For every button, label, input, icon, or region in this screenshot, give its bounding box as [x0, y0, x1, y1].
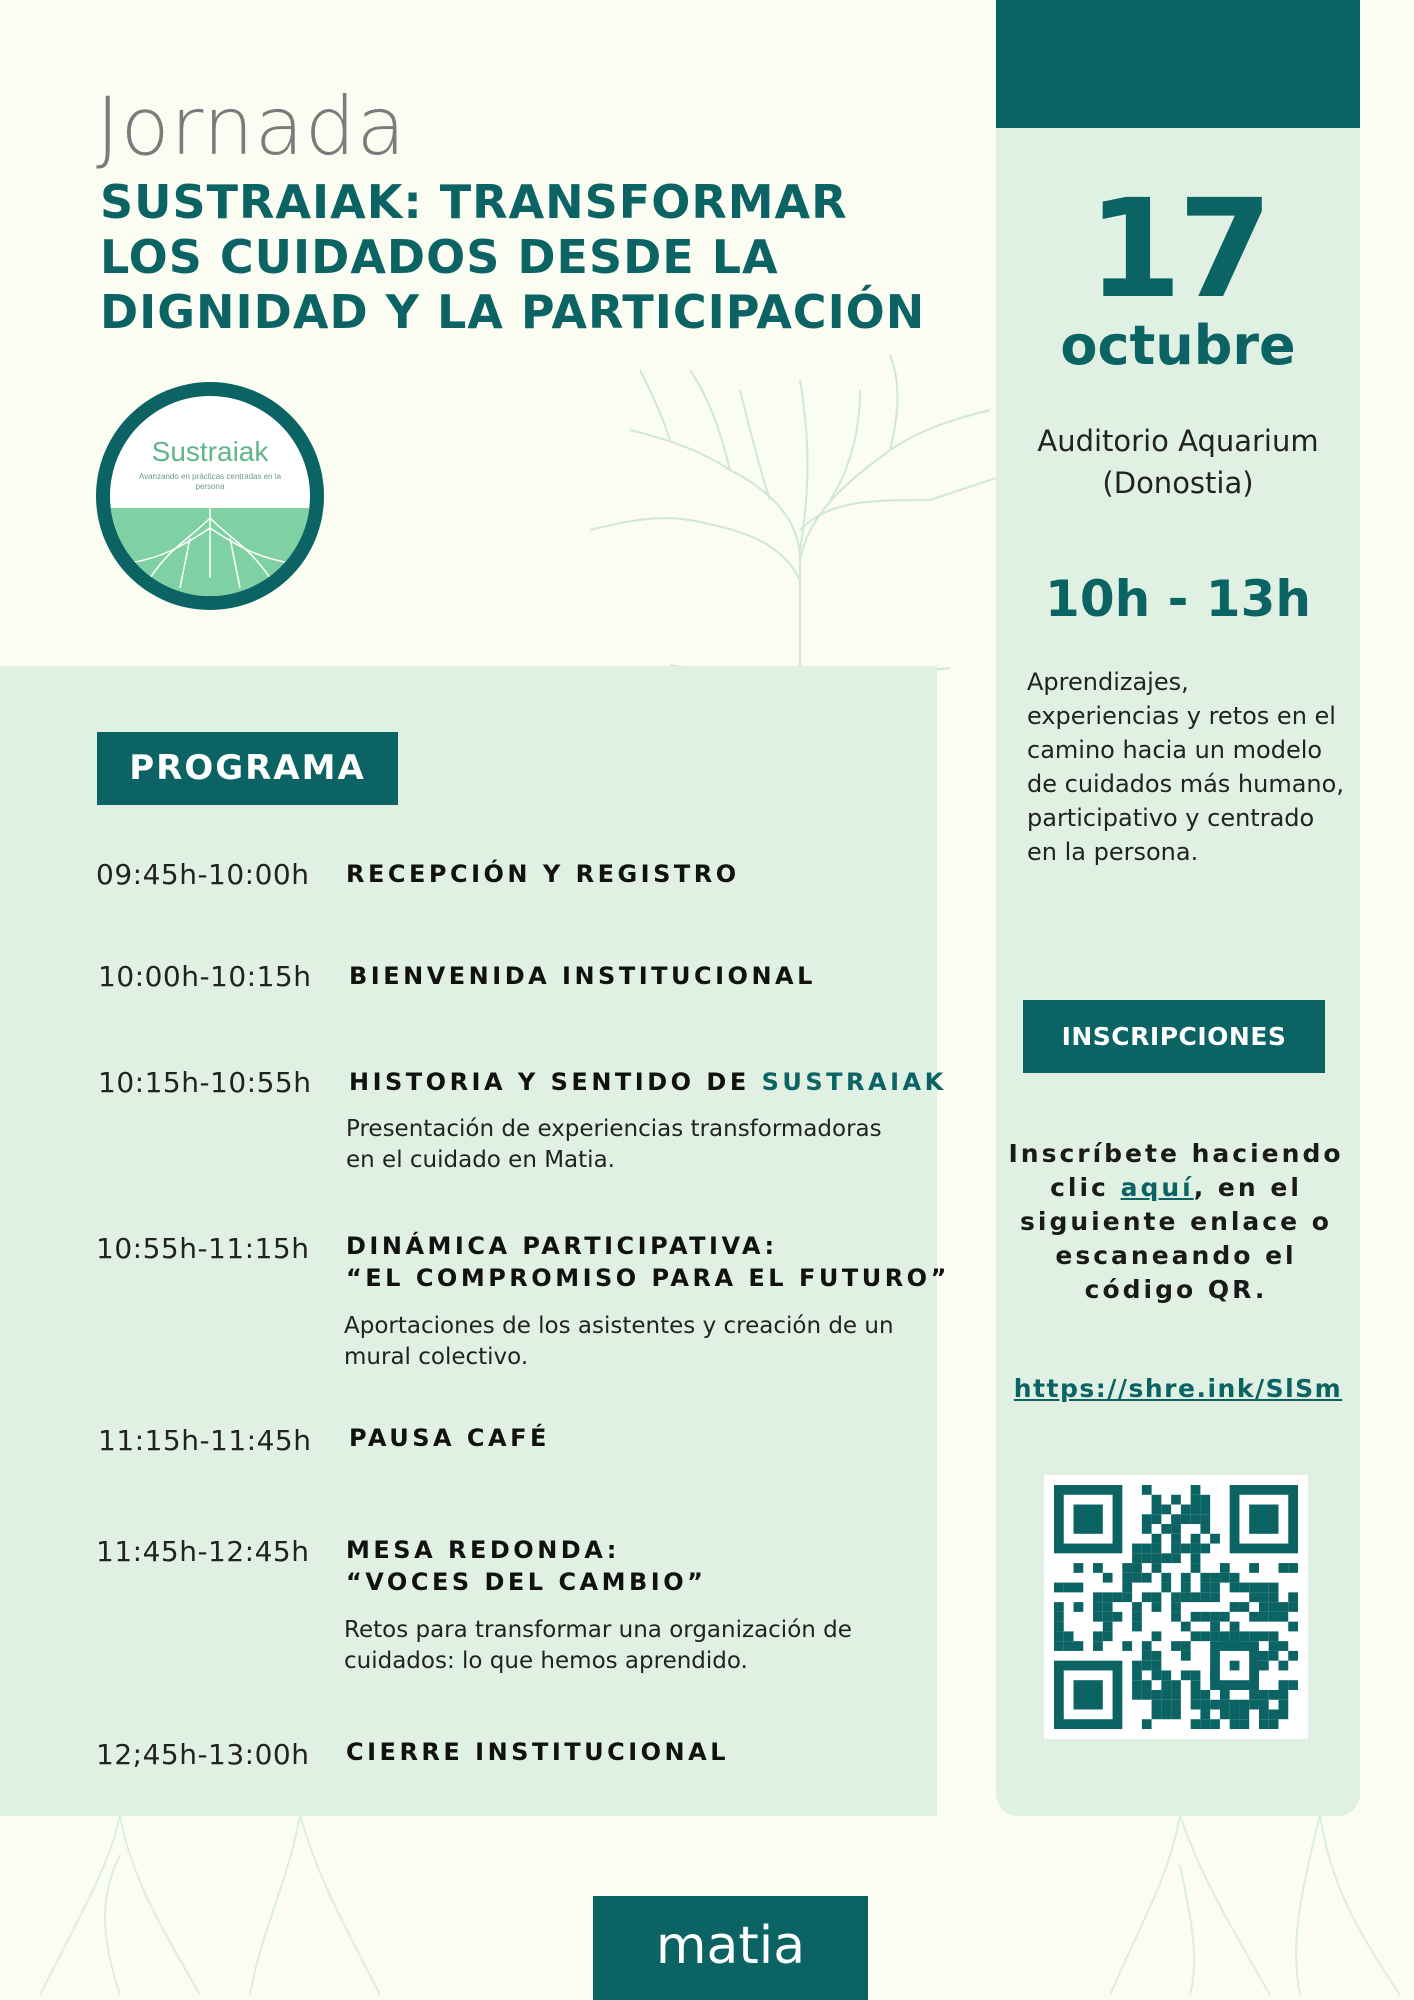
program-title: BIENVENIDA INSTITUCIONAL [349, 962, 816, 990]
logo-roots-graphic [110, 508, 310, 596]
program-title [346, 1230, 950, 1294]
sustraiak-logo [96, 382, 324, 610]
registration-instructions [1006, 1137, 1346, 1307]
program-time: 12;45h-13:00h [96, 1738, 310, 1771]
qr-code[interactable] [1044, 1475, 1308, 1739]
program-note: Retos para transformar una organización de cuidados: lo que hemos aprendido. [344, 1617, 852, 1674]
program-title-line: MESA REDONDA: [346, 1536, 620, 1564]
registration-text-after: , en el siguiente enlace o escaneando el código QR. [1020, 1173, 1332, 1304]
program-title: PAUSA CAFÉ [349, 1424, 550, 1452]
event-description: Aprendizajes, experiencias y retos en el camino hacia un modelo de cuidados más humano, participativo y centrado en la persona. [1027, 668, 1344, 866]
program-title-highlight: SUSTRAIAK [761, 1068, 947, 1096]
program-title [346, 1534, 706, 1598]
logo-name: Sustraiak [151, 436, 269, 467]
venue-name: Auditorio Aquarium [1037, 424, 1319, 458]
title-line: LOS CUIDADOS DESDE LA [100, 230, 779, 284]
program-title [349, 1066, 947, 1098]
program-time: 10:55h-11:15h [96, 1232, 310, 1265]
event-hours: 10h - 13h [1045, 570, 1311, 628]
program-title: CIERRE INSTITUCIONAL [346, 1738, 730, 1766]
event-month: octubre [1060, 314, 1296, 377]
event-info-header-band [996, 0, 1360, 128]
title-line: SUSTRAIAK: TRANSFORMAR [100, 175, 848, 229]
program-note: Aportaciones de los asistentes y creación de un mural colectivo. [344, 1313, 894, 1370]
program-time: 11:15h-11:45h [98, 1424, 312, 1457]
program-title-line: DINÁMICA PARTICIPATIVA: [346, 1232, 778, 1260]
eyebrow-label: Jornada [96, 80, 407, 173]
qr-code-graphic [1054, 1485, 1298, 1729]
program-title-line: “VOCES DEL CAMBIO” [346, 1568, 707, 1596]
program-note: Presentación de experiencias transformadoras en el cuidado en Matia. [346, 1116, 882, 1173]
inscripciones-button[interactable]: INSCRIPCIONES [1023, 1000, 1325, 1073]
program-title-prefix: HISTORIA Y SENTIDO DE [349, 1068, 762, 1096]
matia-logo: matia [593, 1896, 868, 2000]
logo-tagline: Avanzando en prácticas centradas en la persona [138, 472, 282, 491]
logo-inner [110, 396, 310, 596]
event-day: 17 [1087, 171, 1269, 329]
program-heading: PROGRAMA [97, 732, 398, 805]
registration-text-before: Inscríbete haciendo clic [1008, 1139, 1344, 1202]
event-venue [996, 420, 1360, 504]
program-title: RECEPCIÓN Y REGISTRO [346, 860, 740, 888]
venue-city: (Donostia) [1102, 466, 1254, 500]
program-time: 09:45h-10:00h [96, 858, 310, 891]
program-title-line: “EL COMPROMISO PARA EL FUTURO” [346, 1264, 950, 1292]
title-line: DIGNIDAD Y LA PARTICIPACIÓN [100, 285, 926, 339]
registration-url-link[interactable]: https://shre.ink/SlSm [1013, 1374, 1343, 1403]
program-time: 10:00h-10:15h [98, 960, 312, 993]
tree-illustration [570, 350, 1030, 680]
page-title [100, 175, 940, 340]
program-time: 11:45h-12:45h [96, 1535, 310, 1568]
registration-link[interactable]: aquí [1120, 1173, 1194, 1202]
program-time: 10:15h-10:55h [98, 1066, 312, 1099]
